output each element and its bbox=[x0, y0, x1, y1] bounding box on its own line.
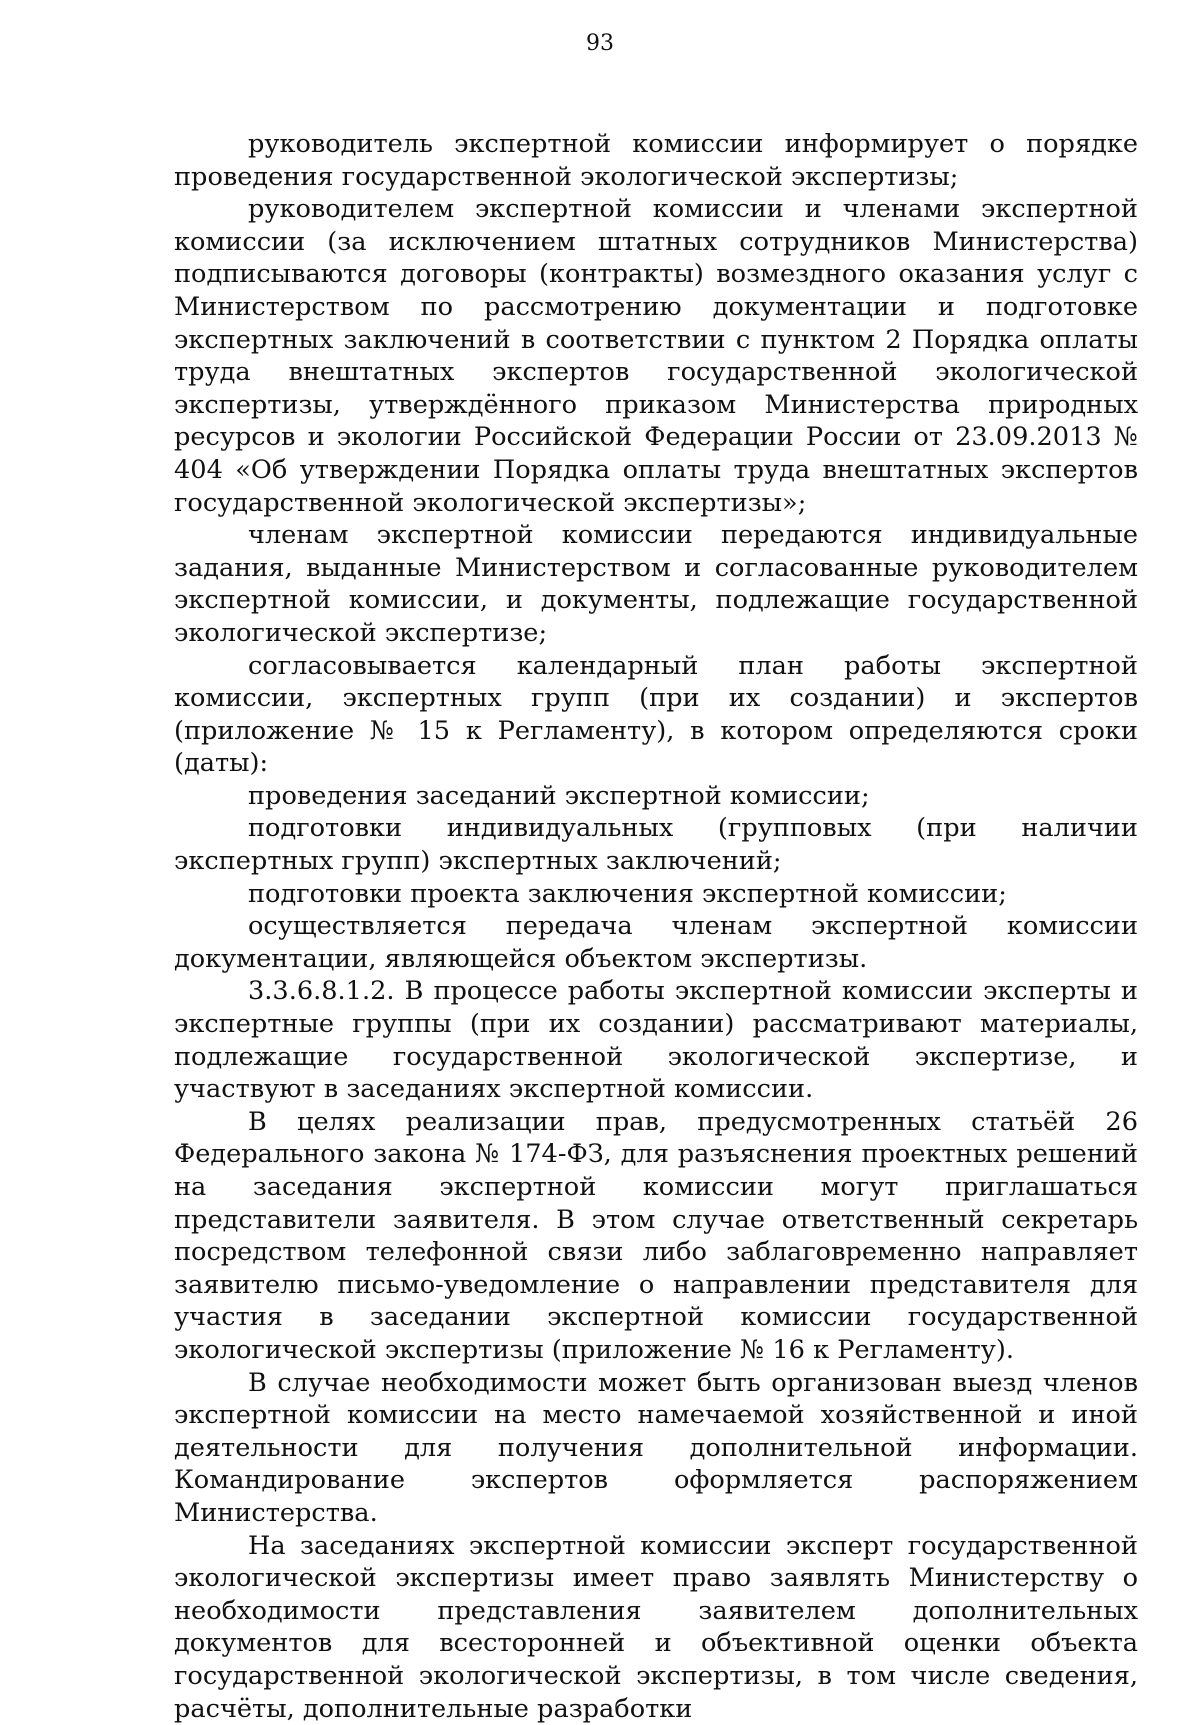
paragraph-4: согласовывается календарный план работы экспертной комиссии, экспертных групп (при их создании) и экспертов (приложение № 15 к Регламенту), в котором определяются сроки (даты): bbox=[174, 650, 1138, 779]
paragraph-3: членам экспертной комиссии передаются индивидуальные задания, выданные Министерством и согласованные руководителем экспертной комиссии, и документы, подлежащие государственной экологической экспертизе; bbox=[174, 520, 1138, 648]
paragraph-10: В целях реализации прав, предусмотренных статьёй 26 Федерального закона № 174-ФЗ, для разъяснения проектных решений на заседания экспертной комиссии могут приглашаться представители заявителя. В этом случае ответственный секретарь посредством телефонной связи либо заблаговременно направляет заявителю письмо-уведомление о направлении представителя для участия в заседании экспертной комиссии государственной экологической экспертизы (приложение № 16 к Регламенту). bbox=[174, 1106, 1138, 1365]
paragraph-9: 3.3.6.8.1.2. В процессе работы экспертной комиссии эксперты и экспертные группы (при их создании) рассматривают материалы, подлежащие государственной экологической экспертизе, и участвуют в заседаниях экспертной комиссии. bbox=[174, 976, 1138, 1105]
document-body bbox=[174, 128, 1138, 1725]
paragraph-1: руководитель экспертной комиссии информирует о порядке проведения государственной экологической экспертизы; bbox=[174, 129, 1138, 192]
paragraph-12: На заседаниях экспертной комиссии эксперт государственной экологической экспертизы имеет право заявлять Министерству о необходимости представления заявителем дополнительных документов для всесторонней и объективной оценки объекта государственной экологической экспертизы, в том числе сведения, расчёты, дополнительные разработки bbox=[174, 1530, 1138, 1724]
paragraph-2: руководителем экспертной комиссии и членами экспертной комиссии (за исключением штатных сотрудников Министерства) подписываются договоры (контракты) возмездного оказания услуг с Министерством по рассмотрению документации и подготовке экспертных заключений в соответствии с пунктом 2 Порядка оплаты труда внештатных экспертов государственной экологической экспертизы, утверждённого приказом Министерства природных ресурсов и экологии Российской Федерации России от 23.09.2013 № 404 «Об утверждении Порядка оплаты труда внештатных экспертов государственной экологической экспертизы»; bbox=[174, 194, 1138, 518]
paragraph-11: В случае необходимости может быть организован выезд членов экспертной комиссии на место намечаемой хозяйственной и иной деятельности для получения дополнительной информации. Командирование экспертов оформляется распоряжением Министерства. bbox=[174, 1367, 1138, 1528]
paragraph-7: подготовки проекта заключения экспертной комиссии; bbox=[248, 878, 1007, 909]
paragraph-8: осуществляется передача членам экспертной комиссии документации, являющейся объектом экспертизы. bbox=[174, 911, 1138, 974]
paragraph-6: подготовки индивидуальных (групповых (при наличии экспертных групп) экспертных заключений; bbox=[174, 813, 1138, 877]
paragraph-5: проведения заседаний экспертной комиссии; bbox=[248, 780, 870, 811]
page-number: 93 bbox=[586, 31, 614, 56]
